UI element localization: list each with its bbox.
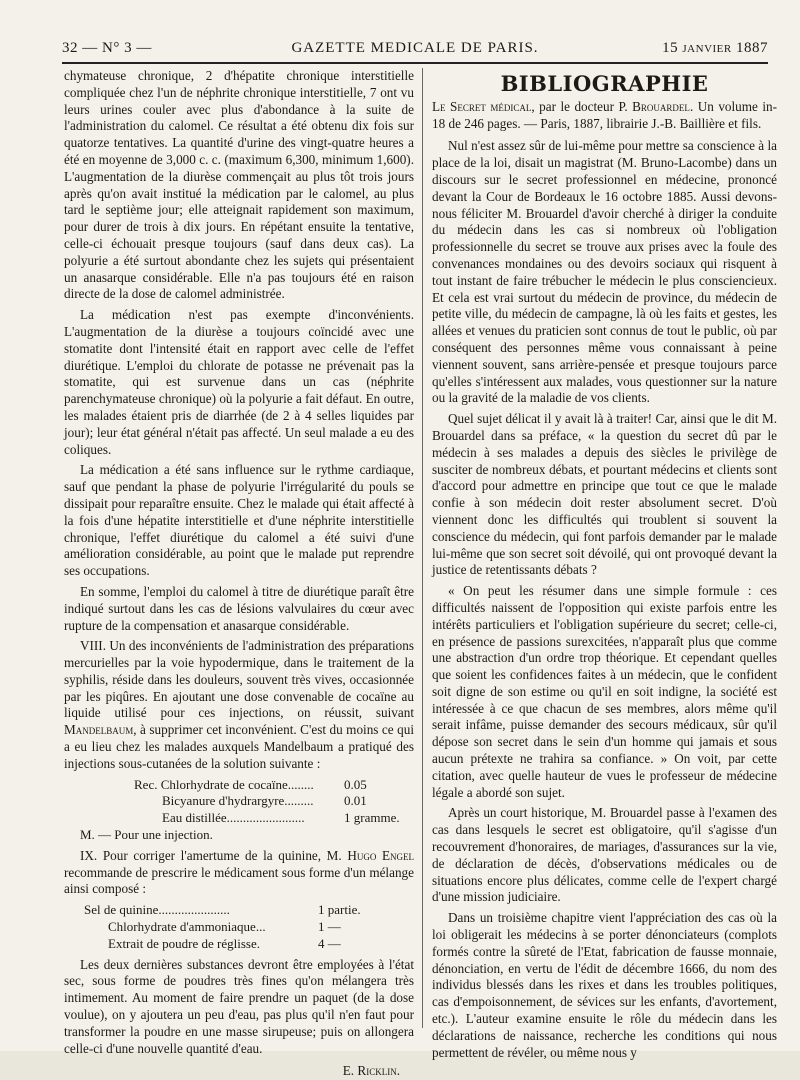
author-name: Mandelbaum (64, 722, 134, 738)
left-column (64, 68, 414, 1080)
prescription-line: Eau distillée........................ 1 gramme. (162, 810, 400, 826)
prescription-line: Rec. Chlorhydrate de cocaïne........ 0.05 (134, 776, 367, 792)
paragraph: VIII. Un des inconvénients de l'administration des préparations mercurielles par la voie hypodermique, dans le traitement de la syphilis, réside dans les douleurs, souvent très vives, occasionnée par les piqûres. En ajoutant une dose convenable de cocaïne au liquide utilisé pour ces injections, on réussit, suivant Mandelbaum, à supprimer cet inconvénient. C'est du moins ce qui a eu lieu chez les malades auxquels Mandelbaum a pratiqué des injections sous-cutanées de la solution suivante : (64, 638, 414, 771)
column-divider (422, 68, 423, 1028)
journal-title: GAZETTE MEDICALE DE PARIS. (291, 40, 539, 56)
page-number: 32 — N° 3 — (62, 40, 152, 56)
paragraph: En somme, l'emploi du calomel à titre de diurétique paraît être indiqué surtout dans les cas de lésions valvulaires du cœur avec rupture de la compensation et anasarque considérable. (64, 583, 414, 633)
prescription-line: Bicyanure d'hydrargyre......... 0.01 (162, 793, 367, 809)
prescription-line: Extrait de poudre de réglisse. 4 — (108, 935, 341, 951)
page-header (62, 38, 768, 60)
prescription-line: Sel de quinine...................... 1 partie. (84, 902, 361, 918)
prescription-line: Chlorhydrate d'ammoniaque... 1 — (108, 919, 341, 935)
paragraph: Les deux dernières substances devront être employées à l'état sec, sous forme de poudres très fines qu'on mélangera très intimement. Au moment de faire prendre un paquet (de la dose voulue), on y ajoutera un peu d'eau, pas plus qu'il n'en faut pour transformer la poudre en une masse sirupeuse; puis on allongera celle-ci d'une nouvelle quantité d'eau. (64, 956, 414, 1056)
paragraph: « On peut les résumer dans une simple formule : ces difficultés naissent de l'opposition qui existe parfois entre les intérêts particuliers et l'obligation supérieure du secret; celle-ci, en présence de passions surexcitées, n'apparaît plus que comme une abstraction d'un ordre trop théorique. Et cependant quelles que soient les confidences faites à un médecin, que le confident soit digne de son estime ou qu'il en soit indigne, la société est intéressée à ce que chacun de ses membres, alors même qu'il serait infâme, puisse demander des secours médicaux, sûr qu'il dépose son secret dans le sein d'un homme qui jamais et sous aucun prétexte ne trahira sa confiance. » On voit, par cette citation, avec quelle hauteur de vues le professeur de médecine légale a abordé son sujet. (432, 583, 777, 800)
header-rule (62, 62, 768, 64)
section-heading: BIBLIOGRAPHIE (500, 71, 709, 96)
prescription-1 (64, 777, 414, 844)
signature: E. Ricklin. (342, 1063, 400, 1079)
prescription-note: M. — Pour une injection. (80, 827, 213, 843)
book-reference: Le Secret médical, par le docteur P. Brouardel. Un volume in-18 de 246 pages. — Paris, 1887, librairie J.-B. Baillière et fils. (432, 98, 778, 131)
paragraph: La médication n'est pas exempte d'inconvénients. L'augmentation de la diurèse a toujours coïncidé avec une stomatite dont l'intensité était en rapport avec celle de l'effet diurétique. L'emploi du chlorate de potasse ne prévenait pas la stomatite, qui est survenue dans un cas (néphrite parenchymateuse chronique) où la polyurie a fait défaut. En outre, les malades étaient pris de diarrhée (de 2 à 4 selles liquides par jour); leur état général n'était pas affecté. Un seul malade a eu des coliques. (64, 307, 414, 457)
paragraph: Après un court historique, M. Brouardel passe à l'examen des cas dans lesquels le secret est obligatoire, qu'il s'agisse d'un recouvrement d'honoraires, de mariages, d'assurances sur la vie, de déclaration de décès, d'observations médicales ou de situations encore plus délicates, comme celle de l'expert chargé d'une mission judiciaire. (432, 805, 777, 905)
paragraph: La médication a été sans influence sur le rythme cardiaque, sauf que pendant la phase de polyurie l'irrégularité du pouls se dissipait pour reparaître ensuite. Chez le malade qui était affecté à la fois d'une hépatite interstitielle et d'une néphrite interstitielle chronique, l'effet diurétique du calomel a été suivi d'une amélioration considérable, au point que le malade put reprendre ses occupations. (64, 462, 414, 579)
author-name: Hugo Engel (347, 847, 414, 863)
issue-date: 15 JANVIER 1887 (662, 40, 768, 56)
paragraph: Nul n'est assez sûr de lui-même pour mettre sa conscience à la place de la loi, disait un magistrat (M. Bruno-Lacombe) dans un discours sur le secret professionnel en médecine, prononcé devant la Cour de Bordeaux le 16 octobre 1885. Aussi devons-nous féliciter M. Brouardel d'avoir cherché à diriger la conduite du médecin dans les cas si nombreux où l'obligation professionnelle du secret se trouve aux prises avec la foule des convenances mondaines ou des devoirs sociaux qui risquent à tout instant de faire trébucher le médecin le plus consciencieux. Et cela est vrai surtout du médecin de province, du médecin de petite ville, du médecin de campagne, là où les faits et gestes, les allées et venues du praticien sont connus de tout le public, où par conséquent des personnes même vous connaissant à peine viennent souvent, sans arrière-pensée et presque toujours parce qu'elles s'intéressent aux malades, vous questionner sur la nature ou la gravité de la maladie de vos clients. (432, 138, 777, 406)
right-column (432, 68, 777, 1065)
prescription-2 (64, 902, 414, 952)
paragraph: Dans un troisième chapitre vient l'appréciation des cas où la loi obligerait les médecins à se porter dénonciateurs (complots formés contre la sûreté de l'Etat, fabrication de fausse monnaie, dénonciation, en vertu de l'édit de décembre 1666, du nom des individus blessés dans les rixes et dans les troubles politiques, cas d'empoisonnement, de sévices sur les enfants, d'avortement, etc.). L'auteur examine ensuite le rôle du médecin dans les déclarations de naissance, recherche les conditions qui nous permettent de révéler, ou même nous y (432, 910, 777, 1060)
paragraph: IX. Pour corriger l'amertume de la quinine, M. Hugo Engel recommande de prescrire le médicament sous forme d'un mélange ainsi composé : (64, 847, 414, 897)
paragraph: Quel sujet délicat il y avait là à traiter! Car, ainsi que le dit M. Brouardel dans sa préface, « la question du secret dû par le médecin à ses malades a depuis des siècles le privilège de susciter de nombreux débats, et pourtant médecins et clients sont d'accord pour admettre en principe que tout ce que le malade confie à son médecin doit rester absolument secret. D'où viennent donc les difficultés qui troublent si souvent la conscience du médecin, qui font parfois demander par le malade lui-même que son secret soit dévoilé, qui ont provoqué devant la justice de retentissants débats ? (432, 411, 777, 578)
paragraph: chymateuse chronique, 2 d'hépatite chronique interstitielle compliquée chez l'un de néphrite chronique interstitielle, 7 ont vu leurs urines couler avec plus d'abondance à la suite de l'administration du calomel. Ce résultat a été obtenu dix fois sur quatorze tentatives. La quantité d'urine des vingt-quatre heures a été en moyenne de 3,000 c. c. (maximum 6,300, minimum 1,600). L'augmentation de la diurèse commençait au plus tôt trois jours après qu'on avait institué la médication par le calomel, au plus tard le septième jour; elle atteignait rapidement son maximum, pour durer de trois à dix jours. En répétant ensuite la tentative, celle-ci échouait presque toujours (sauf dans deux cas). La polyurie a été surtout abondante chez les sujets qui présentaient un anasarque considérable. Elle n'a pas toujours été en raison directe de la dose de calomel administrée. (64, 68, 414, 302)
